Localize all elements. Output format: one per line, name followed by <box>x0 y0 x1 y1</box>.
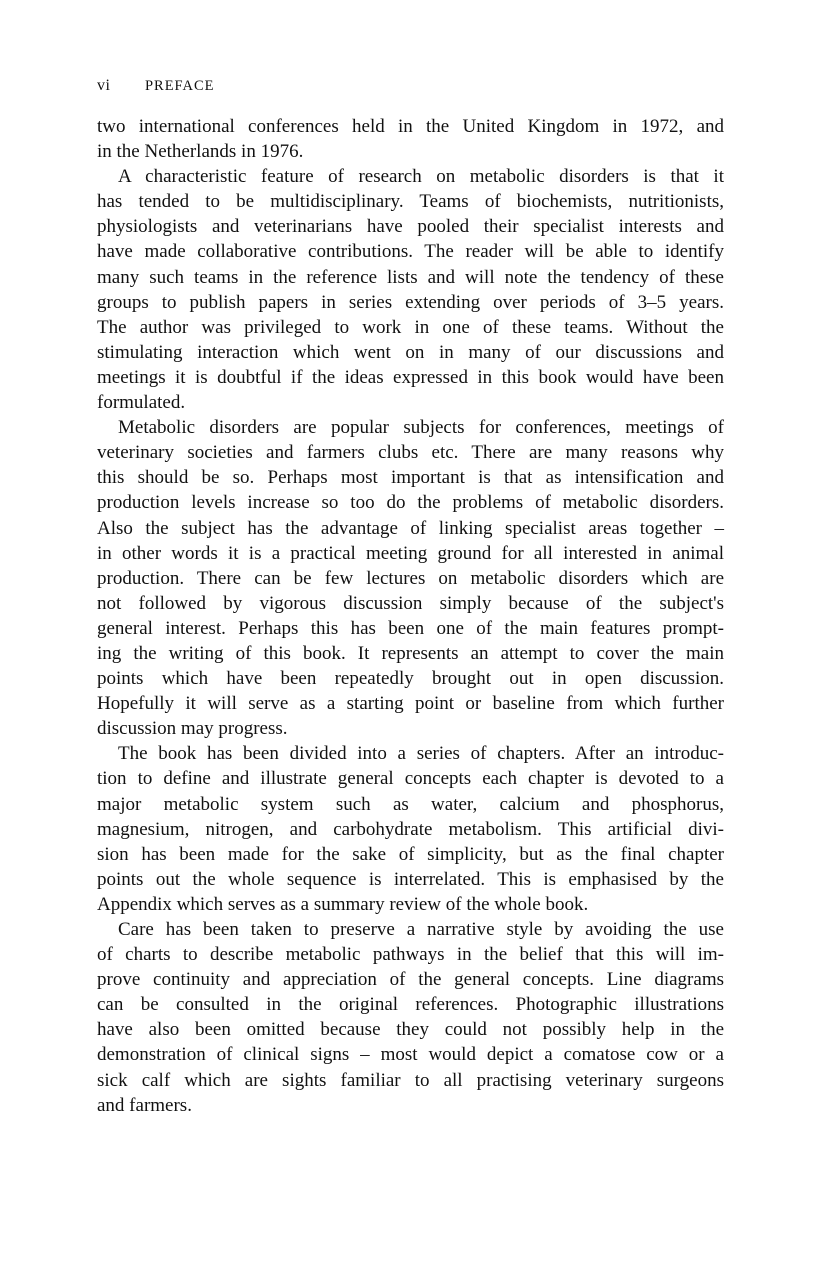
text-line: sick calf which are sights familiar to all practising veterinary surgeons <box>97 1069 724 1091</box>
text-line: The book has been divided into a series of chapters. After an introduc- <box>118 743 724 765</box>
text-line: prove continuity and appreciation of the general concepts. Line diagrams <box>97 969 724 991</box>
text-line: this should be so. Perhaps most important is that as intensification and <box>97 467 724 489</box>
running-head-title: PREFACE <box>144 78 215 94</box>
text-line: stimulating interaction which went on in many of our discussions and <box>97 341 724 363</box>
text-line: physiologists and veterinarians have pooled their specialist interests and <box>97 216 724 238</box>
text-line: points which have been repeatedly brought out in open discussion. <box>97 668 724 690</box>
paragraph-4 <box>97 741 724 917</box>
body-text <box>97 114 724 1118</box>
text-line: Also the subject has the advantage of linking specialist areas together – <box>97 517 724 539</box>
text-line: in the Netherlands in 1976. <box>97 141 304 163</box>
text-line: and farmers. <box>97 1094 192 1116</box>
text-line: not followed by vigorous discussion simply because of the subject's <box>97 592 724 614</box>
text-line: of charts to describe metabolic pathways in the belief that this will im- <box>97 944 724 966</box>
text-line: demonstration of clinical signs – most would depict a comatose cow or a <box>97 1044 724 1066</box>
text-line: discussion may progress. <box>97 718 288 740</box>
text-line: sion has been made for the sake of simplicity, but as the final chapter <box>97 843 724 865</box>
text-line: Care has been taken to preserve a narrative style by avoiding the use <box>118 919 724 940</box>
text-line: meetings it is doubtful if the ideas expressed in this book would have been <box>97 366 724 388</box>
text-line: have also been omitted because they could not possibly help in the <box>97 1019 724 1041</box>
text-line: Metabolic disorders are popular subjects for conferences, meetings of <box>118 417 724 439</box>
paragraph-2 <box>97 164 724 415</box>
paragraph-5 <box>97 917 724 1118</box>
paragraph-3 <box>97 415 724 741</box>
paragraph-1 <box>97 114 724 164</box>
text-line: many such teams in the reference lists and will note the tendency of these <box>97 266 724 288</box>
text-line: two international conferences held in the United Kingdom in 1972, and <box>97 116 724 137</box>
text-line: Hopefully it will serve as a starting point or baseline from which further <box>97 693 724 715</box>
text-line: can be consulted in the original references. Photographic illustrations <box>97 994 724 1016</box>
text-line: major metabolic system such as water, calcium and phosphorus, <box>97 793 724 815</box>
running-head <box>97 76 215 96</box>
text-line: has tended to be multidisciplinary. Teams of biochemists, nutritionists, <box>97 191 724 213</box>
text-line: have made collaborative contributions. The reader will be able to identify <box>97 241 724 263</box>
text-line: production levels increase so too do the problems of metabolic disorders. <box>97 492 724 514</box>
page-number: vi <box>97 77 111 94</box>
text-line: formulated. <box>97 392 186 414</box>
text-line: The author was privileged to work in one of these teams. Without the <box>97 316 724 338</box>
text-line: production. There can be few lectures on metabolic disorders which are <box>97 567 724 589</box>
text-line: in other words it is a practical meeting ground for all interested in animal <box>97 542 724 564</box>
text-line: magnesium, nitrogen, and carbohydrate metabolism. This artificial divi- <box>97 818 724 840</box>
text-line: tion to define and illustrate general concepts each chapter is devoted to a <box>97 768 724 790</box>
text-line: Appendix which serves as a summary review of the whole book. <box>97 893 589 915</box>
text-line: ing the writing of this book. It represents an attempt to cover the main <box>97 642 724 664</box>
text-line: A characteristic feature of research on metabolic disorders is that it <box>118 166 724 188</box>
text-line: points out the whole sequence is interrelated. This is emphasised by the <box>97 868 724 890</box>
text-line: general interest. Perhaps this has been one of the main features prompt- <box>97 617 724 639</box>
text-line: veterinary societies and farmers clubs etc. There are many reasons why <box>97 442 724 464</box>
text-line: groups to publish papers in series extending over periods of 3–5 years. <box>97 291 724 313</box>
